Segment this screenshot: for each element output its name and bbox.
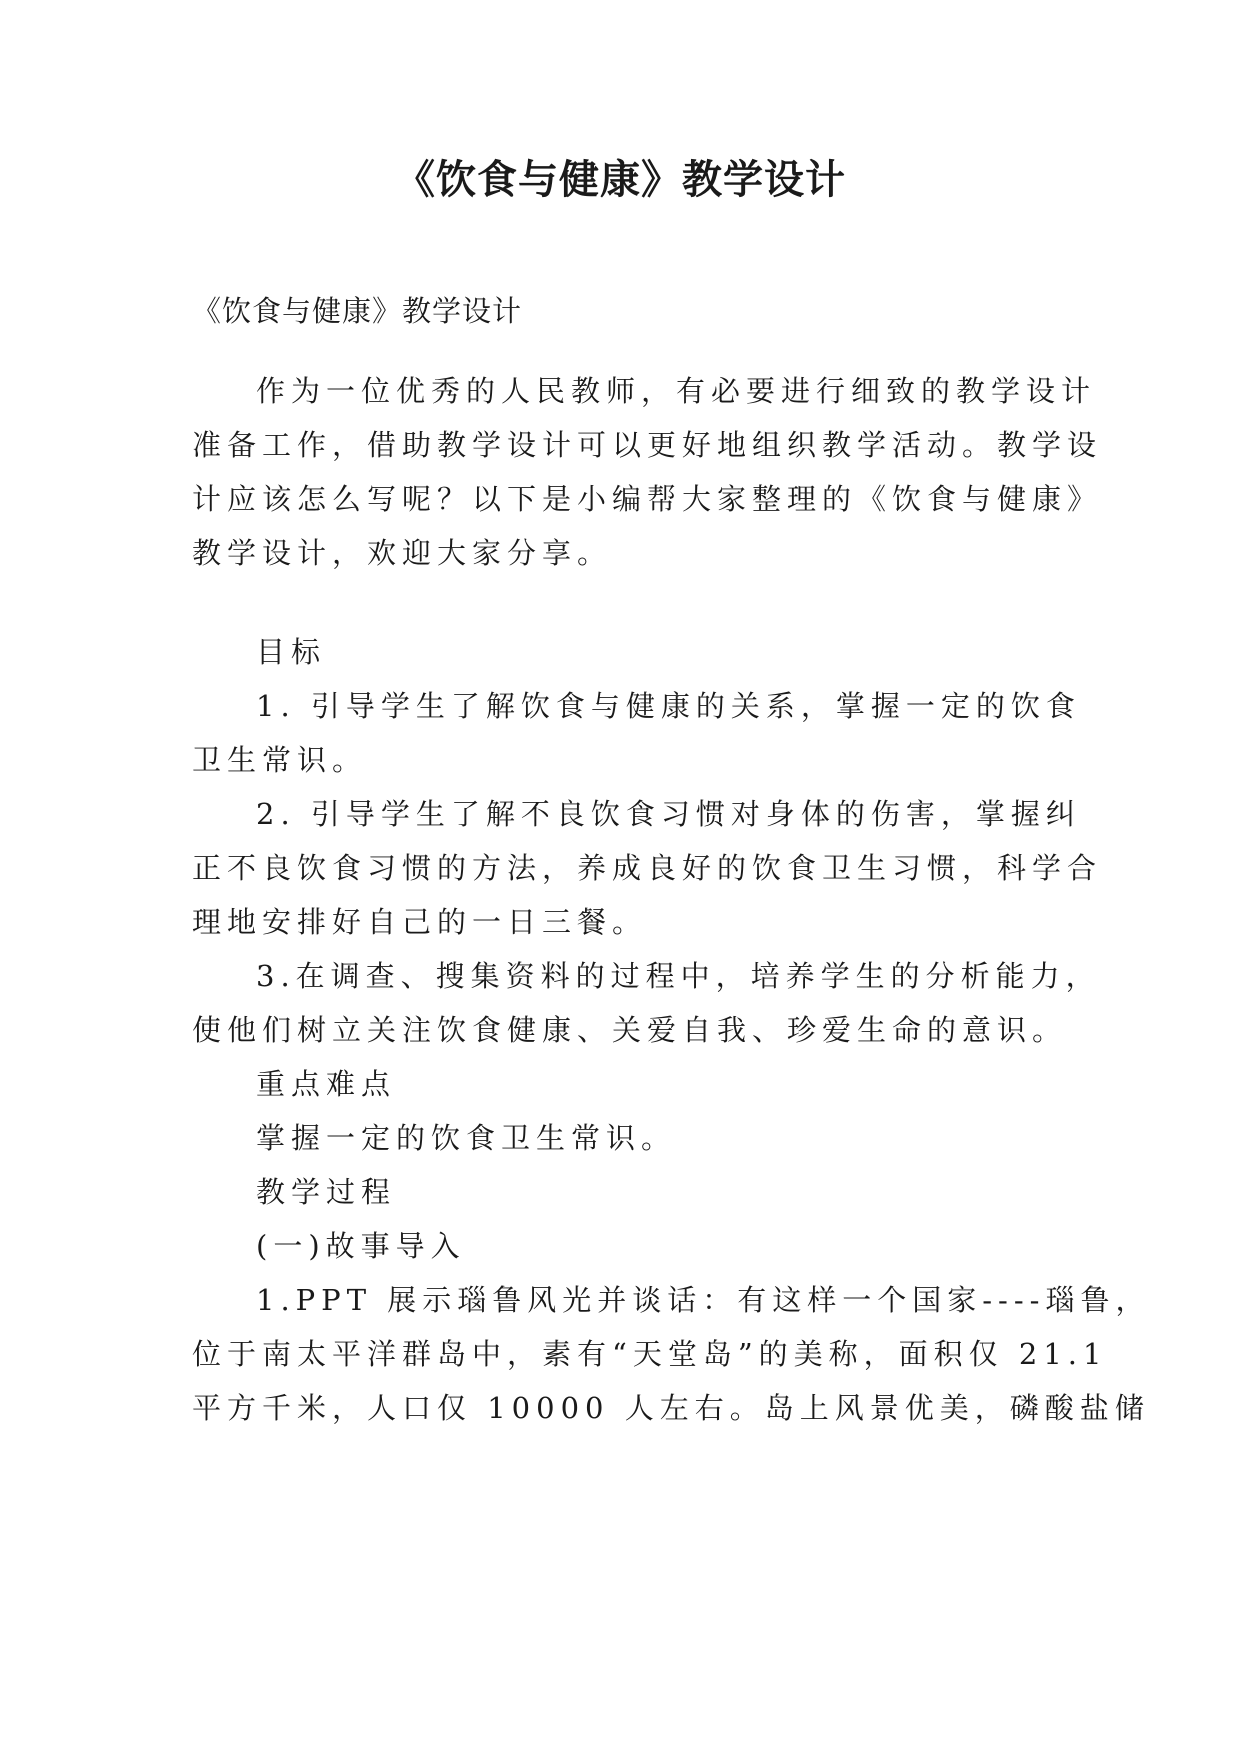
goal-3-line: 使他们树立关注饮食健康、关爱自我、珍爱生命的意识。 [192, 1013, 1068, 1047]
intro-line: 教学设计，欢迎大家分享。 [192, 536, 613, 570]
intro-line: 计应该怎么写呢？以下是小编帮大家整理的《饮食与健康》 [192, 482, 1103, 516]
goal-2-line: 理地安排好自己的一日三餐。 [192, 905, 648, 939]
step-1-line: 平方千米，人口仅 10000 人左右。岛上风景优美，磷酸盐储 [192, 1391, 1150, 1425]
step-1-line: 位于南太平洋群岛中，素有“天堂岛”的美称，面积仅 21.1 [192, 1337, 1108, 1371]
goal-2-line: 2. 引导学生了解不良饮食习惯对身体的伤害，掌握纠 [256, 797, 1081, 831]
goal-1-line: 1. 引导学生了解饮食与健康的关系，掌握一定的饮食 [256, 689, 1081, 723]
goals-heading: 目标 [256, 635, 327, 669]
intro-line: 准备工作，借助教学设计可以更好地组织教学活动。教学设 [192, 428, 1103, 462]
process-heading: 教学过程 [256, 1175, 397, 1209]
goal-1-line: 卫生常识。 [192, 743, 368, 777]
document-title: 《饮食与健康》教学设计 [395, 156, 846, 203]
intro-line: 作为一位优秀的人民教师，有必要进行细致的教学设计 [256, 374, 1097, 408]
goal-3-line: 3.在调查、搜集资料的过程中，培养学生的分析能力， [256, 959, 1101, 993]
document-subtitle: 《饮食与健康》教学设计 [192, 294, 523, 328]
step-1-line: 1.PPT 展示瑙鲁风光并谈话：有这样一个国家----瑙鲁， [256, 1283, 1151, 1317]
key-text: 掌握一定的饮食卫生常识。 [256, 1121, 677, 1155]
section-1-heading: (一)故事导入 [256, 1229, 466, 1263]
goal-2-line: 正不良饮食习惯的方法，养成良好的饮食卫生习惯，科学合 [192, 851, 1103, 885]
key-heading: 重点难点 [256, 1067, 397, 1101]
